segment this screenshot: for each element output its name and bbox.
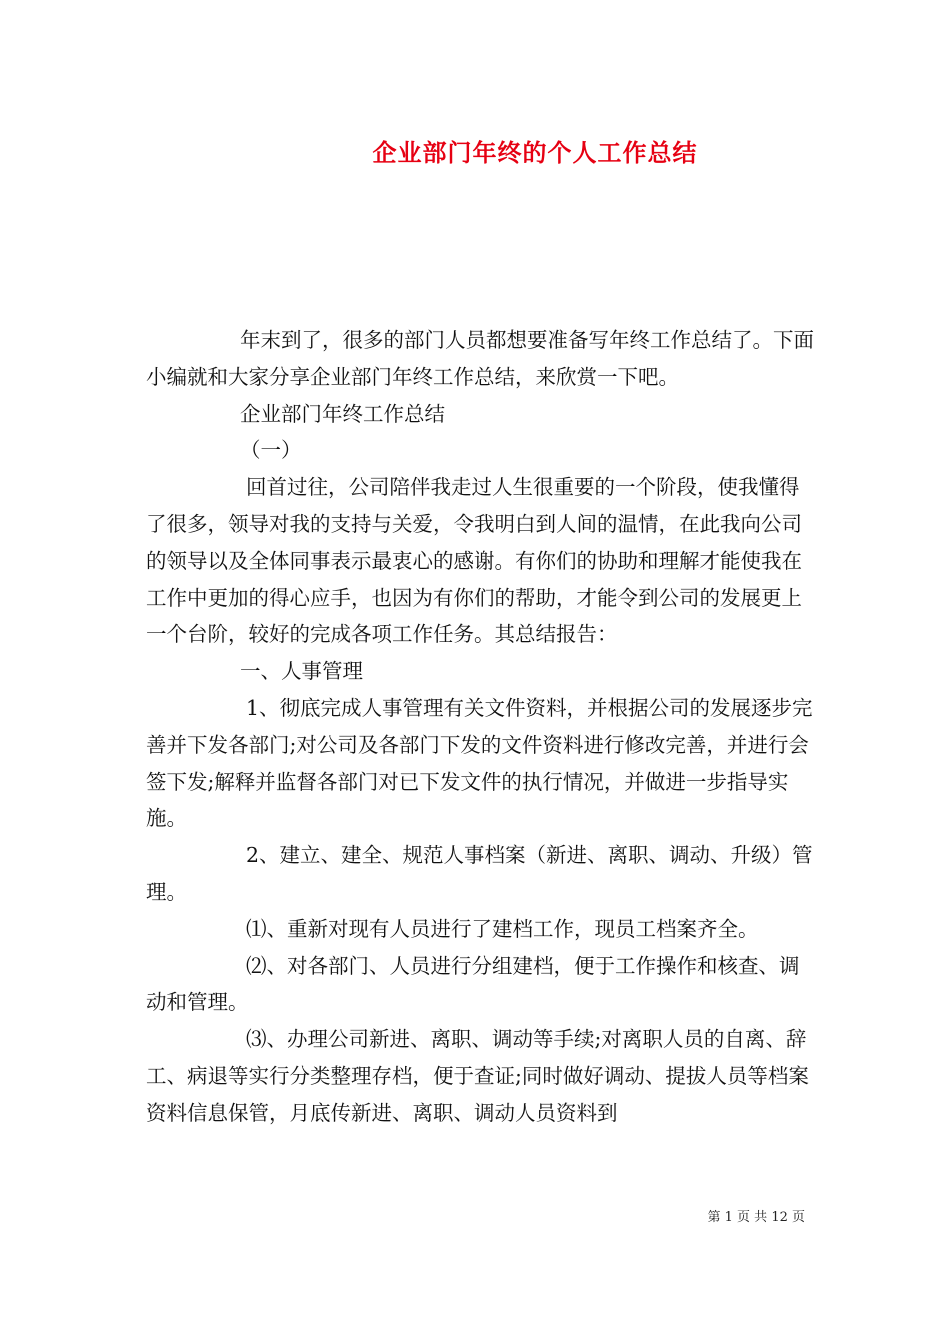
list-item: 1、彻底完成人事管理有关文件资料，并根据公司的发展逐步完善并下发各部门;对公司及各部门下发的文件资料进行修改完善，并进行会签下发;解释并监督各部门对已下发文件的执行情况，并做进一步指导实施。 [146,695,813,831]
list-item: ⑴、重新对现有人员进行了建档工作，现员工档案齐全。 [246,916,759,941]
subsection-heading: 一、人事管理 [240,659,363,684]
document-title: 企业部门年终的个人工作总结 [372,139,698,167]
subsection-number: （一） [240,438,302,463]
list-item: 2、建立、建全、规范人事档案（新进、离职、调动、升级）管理。 [146,843,813,904]
intro-paragraph: 年末到了，很多的部门人员都想要准备写年终工作总结了。下面小编就和大家分享企业部门年终工作总结，来欣赏一下吧。 [146,328,814,389]
list-item: ⑶、办理公司新进、离职、调动等手续;对离职人员的自离、辞工、病退等实行分类整理存档，便于查证;同时做好调动、提拔人员等档案资料信息保管，月底传新进、离职、调动人员资料到 [146,1027,809,1125]
document-body [146,322,818,1132]
section-heading: 企业部门年终工作总结 [240,401,445,426]
body-paragraph: 回首过往，公司陪伴我走过人生很重要的一个阶段，使我懂得了很多，领导对我的支持与关爱，令我明白到人间的温情，在此我向公司的领导以及全体同事表示最衷心的感谢。有你们的协助和理解才能使我在工作中更加的得心应手，也因为有你们的帮助，才能令到公司的发展更上一个台阶，较好的完成各项工作任务。其总结报告： [146,475,802,647]
page-number: 第 1 页 共 12 页 [707,1210,805,1225]
list-item: ⑵、对各部门、人员进行分组建档，便于工作操作和核查、调动和管理。 [146,953,800,1015]
